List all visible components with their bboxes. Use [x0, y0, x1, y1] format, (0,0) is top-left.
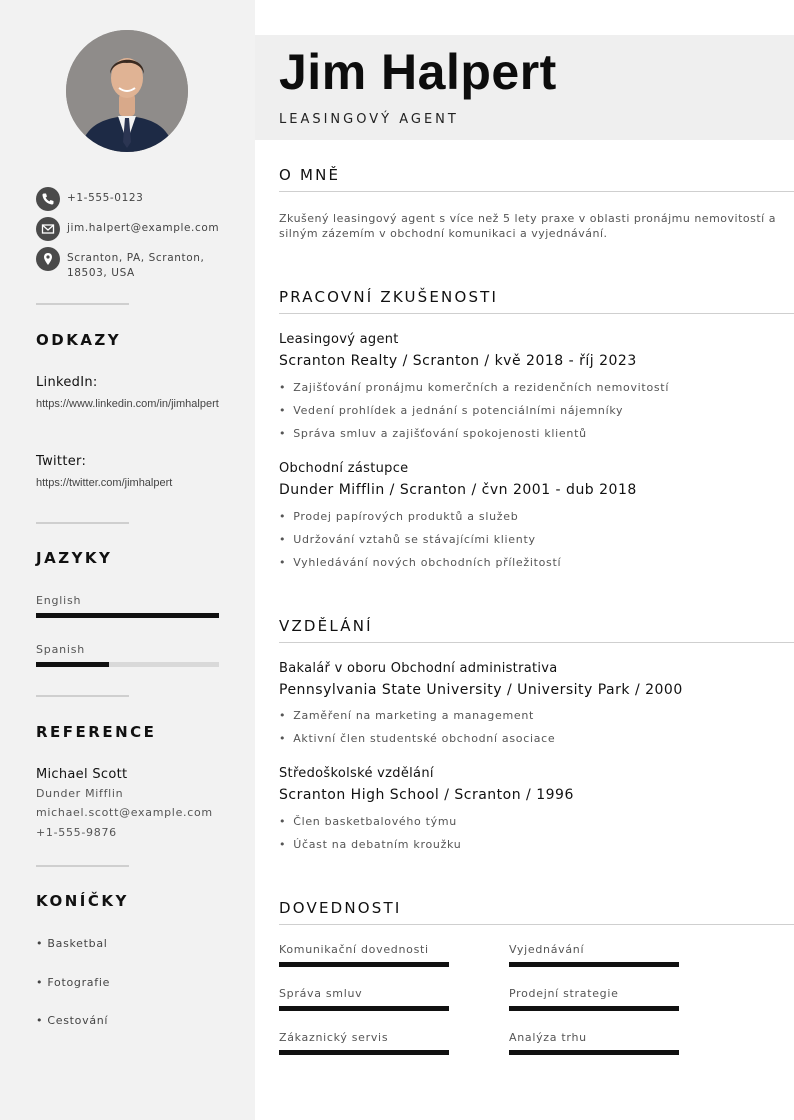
job-position: Obchodní zástupce [279, 461, 409, 476]
contact-phone [36, 187, 236, 211]
profile-photo [66, 30, 188, 152]
skill-level-bar [509, 1006, 679, 1011]
linkedin-link[interactable]: https://www.linkedin.com/in/jimhalpert [36, 398, 219, 410]
language-level-bar [36, 613, 219, 618]
skill-level-bar [279, 962, 449, 967]
about-heading: O MNĚ [279, 166, 341, 184]
school: Pennsylvania State University / University Park / 2000 [279, 682, 683, 698]
sidebar [0, 0, 255, 1120]
hobby-item: • Basketbal [36, 937, 108, 950]
degree-title: Středoškolské vzdělání [279, 766, 434, 781]
job-title: LEASINGOVÝ AGENT [279, 112, 459, 127]
education-heading: VZDĚLÁNÍ [279, 617, 373, 635]
skill-name: Zákaznický servis [279, 1031, 389, 1044]
list-item: • Vyhledávání nových obchodních příležitostí [279, 555, 561, 578]
languages-heading: JAZYKY [36, 549, 113, 567]
job-bullets [279, 380, 669, 449]
list-item: • Vedení prohlídek a jednání s potenciálními nájemníky [279, 403, 669, 426]
address: Scranton, PA, Scranton, 18503, USA [67, 252, 205, 279]
list-item: • Zaměření na marketing a management [279, 708, 555, 731]
name-header [255, 35, 794, 140]
skill-name: Komunikační dovednosti [279, 943, 429, 956]
list-item: • Účast na debatním kroužku [279, 837, 461, 860]
job-employer: Dunder Mifflin / Scranton / čvn 2001 - dub 2018 [279, 482, 637, 498]
hobbies-heading: KONÍČKY [36, 892, 129, 910]
location-pin-icon [36, 247, 60, 271]
twitter-link[interactable]: https://twitter.com/jimhalpert [36, 477, 173, 489]
language-level-fill [36, 613, 219, 618]
job-employer: Scranton Realty / Scranton / kvě 2018 - říj 2023 [279, 353, 637, 369]
list-item: • Prodej papírových produktů a služeb [279, 509, 561, 532]
section-rule [279, 191, 794, 192]
reference-name: Michael Scott [36, 767, 128, 782]
school: Scranton High School / Scranton / 1996 [279, 787, 574, 803]
skill-level-bar [509, 962, 679, 967]
list-item: • Člen basketbalového týmu [279, 814, 461, 837]
reference-phone: +1-555-9876 [36, 826, 117, 839]
skill-name: Správa smluv [279, 987, 363, 1000]
list-item: • Zajišťování pronájmu komerčních a rezidenčních nemovitostí [279, 380, 669, 403]
phone-number: +1-555-0123 [67, 192, 144, 204]
list-item: • Aktivní člen studentské obchodní asociace [279, 731, 555, 754]
section-rule [279, 313, 794, 314]
education-bullets [279, 814, 461, 860]
envelope-icon [36, 217, 60, 241]
divider [36, 865, 129, 867]
email-address: jim.halpert@example.com [67, 222, 220, 234]
contact-email [36, 217, 236, 241]
language-level-fill [36, 662, 109, 667]
person-name: Jim Halpert [279, 44, 557, 100]
skill-name: Analýza trhu [509, 1031, 587, 1044]
phone-icon [36, 187, 60, 211]
skill-level-bar [279, 1050, 449, 1055]
skill-level-bar [279, 1006, 449, 1011]
education-bullets [279, 708, 555, 754]
reference-email: michael.scott@example.com [36, 806, 213, 819]
links-heading: ODKAZY [36, 331, 122, 349]
list-item: • Udržování vztahů se stávajícími klienty [279, 532, 561, 555]
skill-name: Vyjednávání [509, 943, 585, 956]
list-item: • Správa smluv a zajišťování spokojenosti klientů [279, 426, 669, 449]
references-heading: REFERENCE [36, 723, 157, 741]
skill-level-bar [509, 1050, 679, 1055]
twitter-label: Twitter: [36, 454, 87, 469]
language-name: English [36, 594, 82, 607]
job-position: Leasingový agent [279, 332, 399, 347]
divider [36, 303, 129, 305]
skill-name: Prodejní strategie [509, 987, 619, 1000]
linkedin-label: LinkedIn: [36, 375, 98, 390]
job-bullets [279, 509, 561, 578]
skills-heading: DOVEDNOSTI [279, 899, 402, 917]
section-rule [279, 642, 794, 643]
degree-title: Bakalář v oboru Obchodní administrativa [279, 661, 558, 676]
divider [36, 695, 129, 697]
language-level-bar [36, 662, 219, 667]
section-rule [279, 924, 794, 925]
divider [36, 522, 129, 524]
contact-address [36, 247, 236, 281]
reference-company: Dunder Mifflin [36, 787, 124, 800]
experience-heading: PRACOVNÍ ZKUŠENOSTI [279, 288, 499, 306]
about-text: Zkušený leasingový agent s více než 5 lety praxe v oblasti pronájmu nemovitostí a silným zázemím v obchodní komunikaci a vyjednávání. [279, 212, 776, 240]
hobby-item: • Fotografie [36, 976, 111, 989]
language-name: Spanish [36, 643, 86, 656]
hobby-item: • Cestování [36, 1014, 109, 1027]
